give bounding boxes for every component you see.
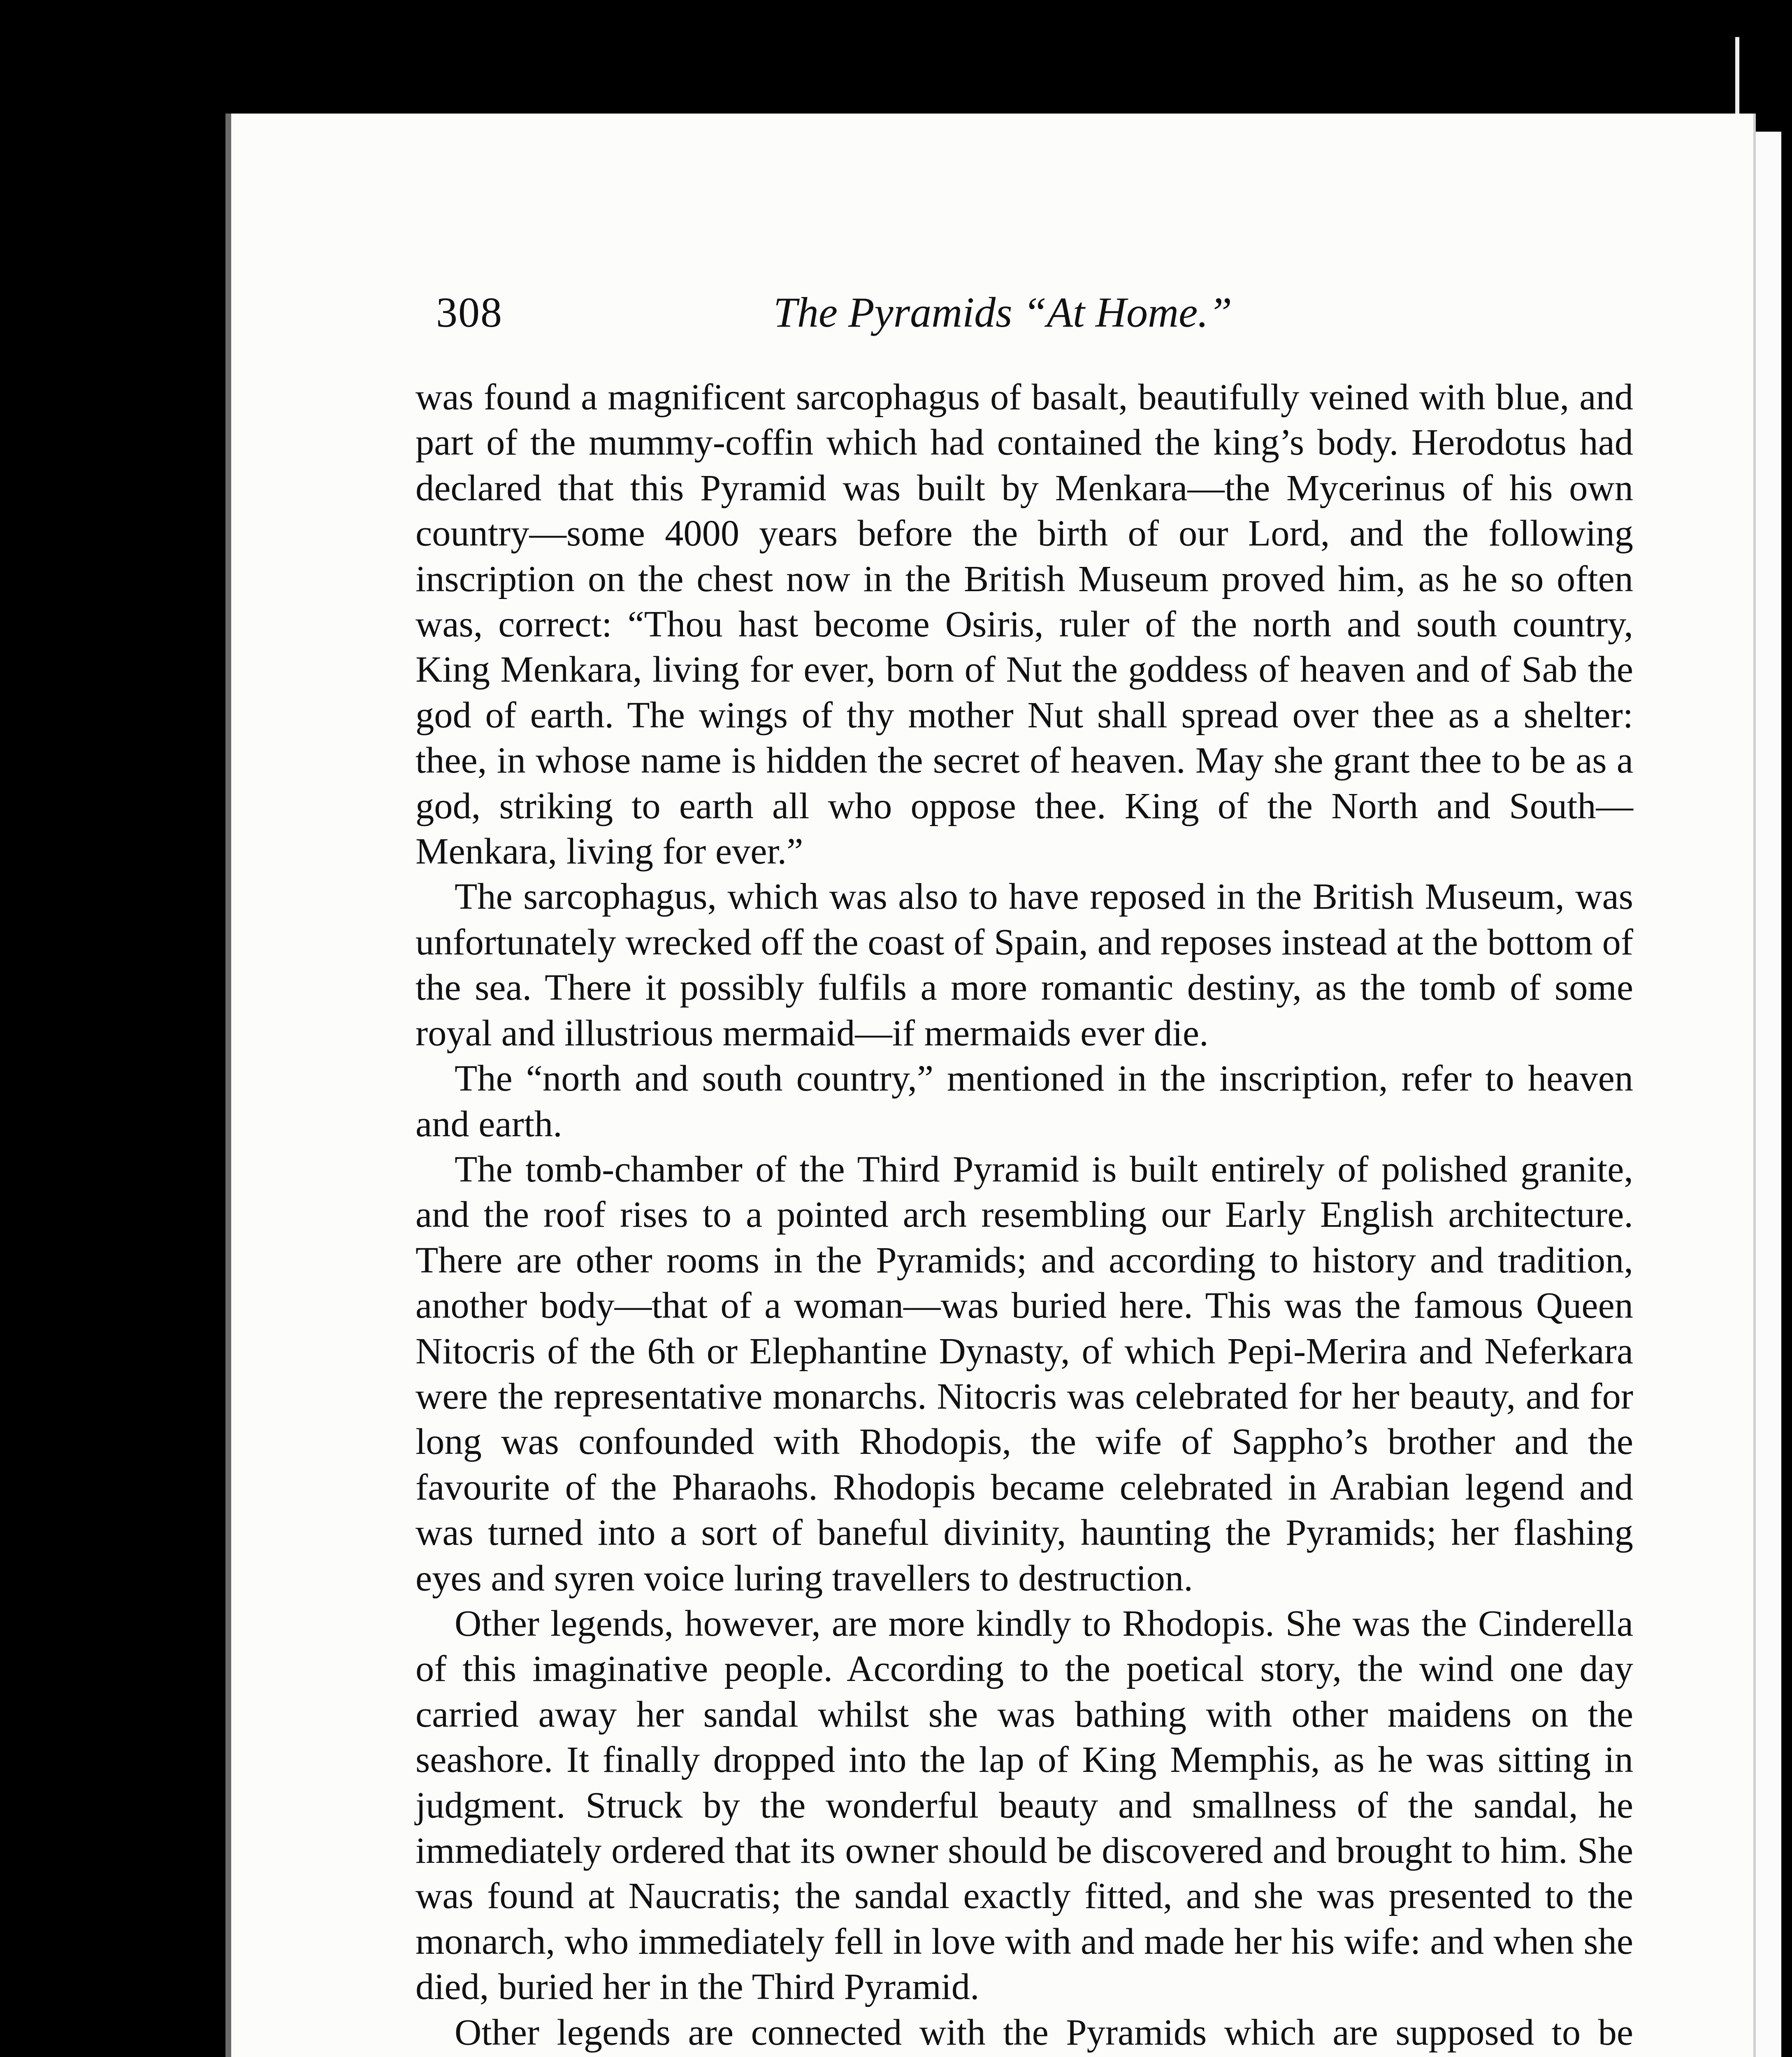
paragraph-legends: Other legends are connected with the Pyramids which are supposed to be <box>455 2011 1633 2053</box>
paragraph-sarcophagus: The sarcophagus, which was also to have reposed in the British Museum, was unfortunately wrecked off the coast of Spain, and reposes instead at the bottom of the sea. There it possibly fulfils a more romantic destiny, as the tomb of some royal and illustrious mermaid—if mermaids ever die. <box>416 875 1633 1054</box>
running-title: The Pyramids “At Home.” <box>773 289 1233 336</box>
paragraph-continued: was found a magnificent sarcophagus of basalt, beautifully veined with blue, and part of the mummy-coffin which had contained the king’s body. Herodotus had declared that this Pyramid was built by Menkara—the Mycerinus of his own country—some 4000 years before the birth of our Lord, and the following inscription on the chest now in the British Museum proved him, as he so often was, correct: “Thou hast become Osiris, ruler of the north and south country, King Menkara, living for ever, born of Nut the goddess of heaven and of Sab the god of earth. The wings of thy mother Nut shall spread over thee as a shelter: thee, in whose name is hidden the secret of heaven. May she grant thee to be as a god, striking to earth all who oppose thee. King of the North and South—Menkara, living for ever.” <box>416 376 1633 872</box>
paragraph-north-south: The “north and south country,” mentioned in the inscription, refer to heaven and earth. <box>416 1057 1633 1145</box>
paragraph-rhodopis: Other legends, however, are more kindly to Rhodopis. She was the Cinderella of this imaginative people. According to the poetical story, the wind one day carried away her sandal whilst she was bathing with other maidens on the seashore. It finally dropped into the lap of King Memphis, as he was sitting in judgment. Struck by the wonderful beauty and smallness of the sandal, he immediately ordered that its owner should be discovered and brought to him. She was found at Naucratis; the sandal exactly fitted, and she was presented to the monarch, who immediately fell in love with and made her his wife: and when she died, buried her in the Third Pyramid. <box>416 1602 1633 2008</box>
page-header <box>436 288 1637 346</box>
page-number: 308 <box>436 289 503 336</box>
paragraph-tomb-chamber: The tomb-chamber of the Third Pyramid is built entirely of polished granite, and the roof rises to a pointed arch resembling our Early English architecture. There are other rooms in the Pyramids; and according to history and tradition, another body—that of a woman—was buried here. This was the famous Queen Nitocris of the 6th or Elephantine Dynasty, of which Pepi-Merira and Neferkara were the representative monarchs. Nitocris was celebrated for her beauty, and for long was confounded with Rhodopis, the wife of Sappho’s brother and the favourite of the Pharaohs. Rhodopis became celebrated in Arabian legend and was turned into a sort of baneful divinity, haunting the Pyramids; her flashing eyes and syren voice luring travellers to destruction. <box>416 1148 1633 1599</box>
body-text <box>416 374 1633 2057</box>
